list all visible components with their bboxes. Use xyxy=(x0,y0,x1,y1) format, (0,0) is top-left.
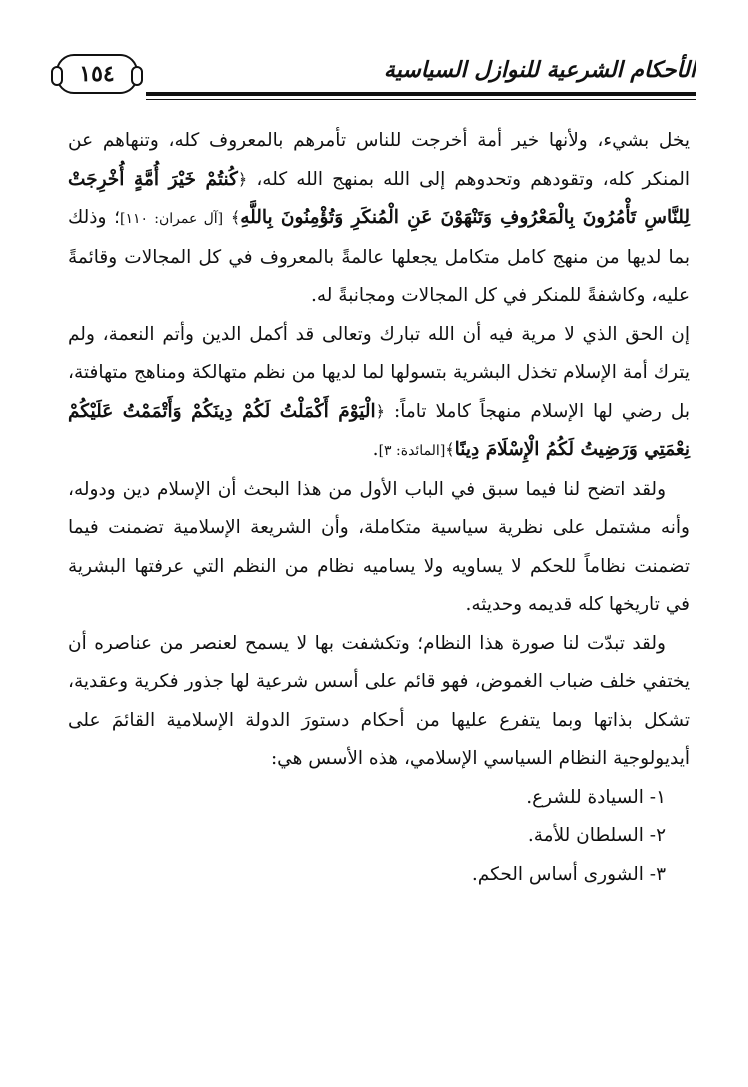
quran-verse-2: الْيَوْمَ أَكْمَلْتُ لَكُمْ دِينَكُمْ وَأَتْمَمْتُ عَلَيْكُمْ نِعْمَتِي وَرَضِيتُ لَكُمُ الْإِسْلَامَ دِينًا xyxy=(68,400,690,460)
paragraph-2-end: . xyxy=(372,439,379,460)
list-item: ١- السيادة للشرع. xyxy=(526,786,666,808)
verse-reference-1: [آل عمران: ١١٠] xyxy=(119,211,224,227)
header-rule-thin xyxy=(146,99,696,100)
paragraph-2-text-a: إن الحق الذي لا مرية فيه أن الله تبارك وتعالى قد أكمل الدين وأتم النعمة، ولم يترك أمة الإسلام تخذل البشرية بتسولها لما لديها من نظم متهالكة ومناهج متهافتة، بل رضي لها الإسلام منهجاً كاملا تاماً: xyxy=(68,323,690,422)
quran-close-bracket: ﴾ xyxy=(230,208,241,227)
body-text xyxy=(68,122,690,894)
paragraph-1 xyxy=(68,122,690,316)
header-rule-thick xyxy=(146,92,696,96)
quran-open-bracket: ﴿ xyxy=(237,169,248,189)
list-item: ٢- السلطان للأمة. xyxy=(527,825,666,846)
page-header xyxy=(56,50,696,102)
paragraph-1-text-b: ؛ وذلك بما لديها من منهج كامل متكامل يجعلها عالمةً بالمعروف في كل المجالات وقائمةً عليه، وكاشفةً للمنكر في كل المجالات ومجانبةً له. xyxy=(68,207,690,306)
quran-verse-1: كُنتُمْ خَيْرَ أُمَّةٍ أُخْرِجَتْ لِلنَّاسِ تَأْمُرُونَ بِالْمَعْرُوفِ وَتَنْهَوْنَ عَنِ الْمُنكَرِ وَتُؤْمِنُونَ بِاللَّهِ xyxy=(68,168,690,228)
paragraph-4: ولقد تبدّت لنا صورة هذا النظام؛ وتكشفت بها لا يسمح لعنصر من عناصره أن يختفي خلف ضباب الغموض، فهو قائم على أسس شرعية لها جذور فكرية وعقدية، تشكل بذاتها وبما يتفرع عليها من أحكام دستورَ الدولة الإسلامية القائمَ على أيديولوجية النظام السياسي الإسلامي، هذه الأسس هي: xyxy=(68,632,690,769)
principles-list xyxy=(68,779,690,895)
quran-close-bracket: ﴾ xyxy=(445,440,455,459)
running-title: الأحكام الشرعية للنوازل السياسية xyxy=(383,57,696,83)
paragraph-3: ولقد اتضح لنا فيما سبق في الباب الأول من هذا البحث أن الإسلام دين ودوله، وأنه مشتمل على نظرية سياسية متكاملة، وأن الشريعة الإسلامية تضمنت فيما تضمنت نظاماً للحكم لا يساويه ولا يساميه نظام من النظم التي عرفتها البشرية في تاريخها كله قديمه وحديثه. xyxy=(68,478,690,615)
quran-open-bracket: ﴿ xyxy=(375,401,385,421)
paragraph-1-text-a: يخل بشيء، ولأنها خير أمة أخرجت للناس تأمرهم بالمعروف كله، وتنهاهم عن المنكر كله، وتقودهم وتحدوهم إلى الله بمنهج الله كله، xyxy=(68,130,690,190)
paragraph-2 xyxy=(68,316,690,471)
page-number: ١٥٤ xyxy=(56,54,138,94)
verse-reference-2: [المائدة: ٣] xyxy=(378,443,446,459)
list-item: ٣- الشورى أساس الحكم. xyxy=(471,863,666,885)
